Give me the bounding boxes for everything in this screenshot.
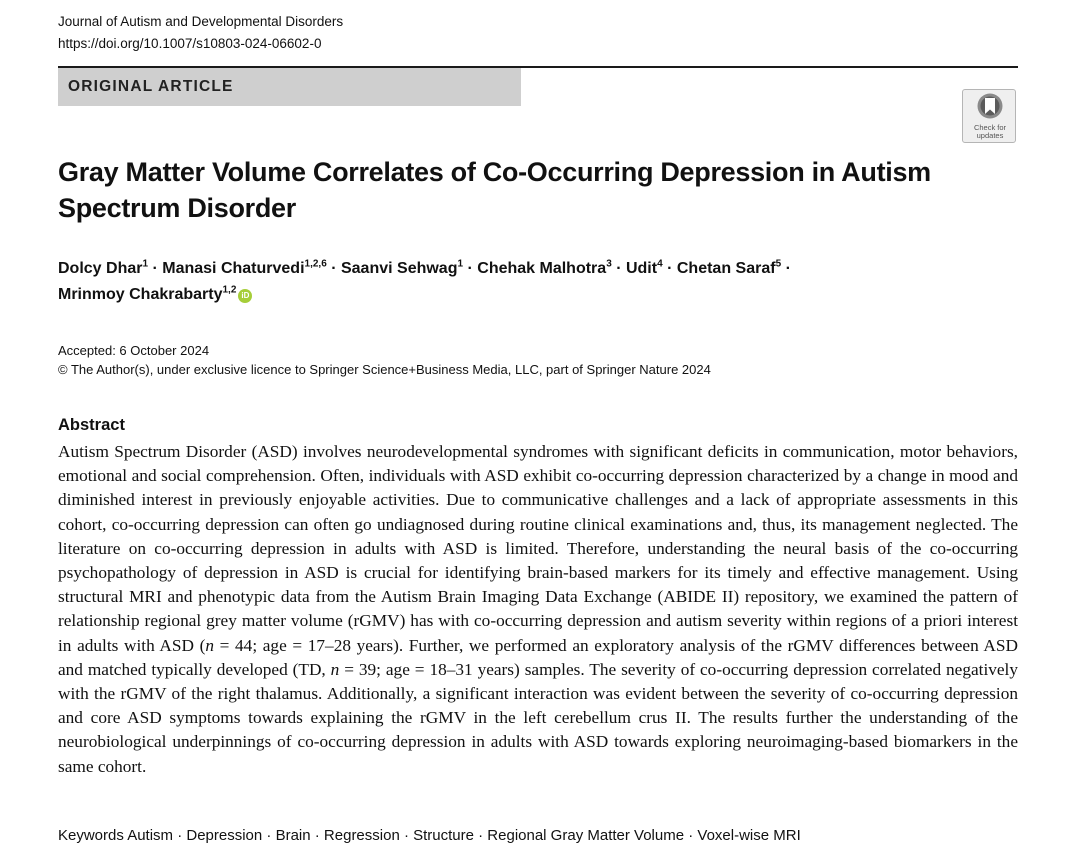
orcid-icon[interactable]: iD: [238, 289, 252, 303]
affiliation-mark: 1,2,6: [304, 258, 327, 270]
affiliation-mark: 5: [775, 258, 782, 270]
article-type-label: ORIGINAL ARTICLE: [68, 78, 234, 95]
author-name[interactable]: Udit: [625, 260, 658, 277]
affiliation-mark: 1,2: [222, 284, 237, 296]
author-name[interactable]: Dolcy Dhar: [58, 260, 143, 277]
author-list: Dolcy Dhar$^1$ · Manasi Chaturvedi$^{1,2,6}$ · Saanvi Sehwag$^1$ · Chehak Malhotra$^3$ · Udit$^4$ · Chetan Saraf$^5$ · Mrinmoy Chakrabarty$^{1,2}$ iD: [58, 258, 791, 303]
abstract-body: Autism Spectrum Disorder (ASD) involves neurodevelopmental syndromes with significant deficits in communication, motor behaviors, emotional and social comprehension. Often, individuals with ASD exhibit co-occurring depression characterized by a change in mood and diminished interest in previously enjoyable activities. Due to communicative challenges and a lack of appropriate assessments in this cohort, co-occurring depression can often go undiagnosed during routine clinical examinations and, thus, its management neglected. The literature on co-occurring depression in adults with ASD is limited. Therefore, understanding the neural basis of the co-occurring psychopathology of depression in ASD is crucial for identifying brain-based markers for its timely and effective management. Using structural MRI and phenotypic data from the Autism Brain Imaging Data Exchange (ABIDE II) repository, we examined the pattern of relationship regional grey matter volume (rGMV) has with co-occurring depression and autism severity within regions of a priori interest in adults with ASD (n = 44; age = 17–28 years). Further, we performed an exploratory analysis of the rGMV differences between ASD and matched typically developed (TD, n = 39; age = 18–31 years) samples. The severity of co-occurring depression correlated negatively with the rGMV of the right thalamus. Additionally, a significant interaction was evident between the severity of co-occurring depression and core ASD symptoms towards explaining the rGMV in the left cerebellum crus II. The results further the understanding of the neurobiological underpinnings of co-occurring depression in adults with ASD towards exploring neuroimaging-based biomarkers in the same cohort.: [58, 442, 1018, 776]
bookmark-icon: [976, 92, 1004, 124]
affiliation-mark: 4: [657, 258, 663, 270]
keywords-line: Keywords Autism · Depression · Brain · Regression · Structure · Regional Gray Matter Volume · Voxel-wise MRI: [58, 827, 801, 844]
article-title: Gray Matter Volume Correlates of Co-Occurring Depression in Autism Spectrum Disorder: [58, 157, 931, 223]
affiliation-mark: 1: [457, 258, 464, 270]
abstract-heading: Abstract: [58, 416, 125, 434]
author-name[interactable]: Chehak Malhotra: [477, 260, 607, 277]
doi-link[interactable]: https://doi.org/10.1007/s10803-024-06602-0: [58, 36, 322, 51]
accepted-date: Accepted: 6 October 2024: [58, 343, 210, 358]
affiliation-mark: 1: [142, 258, 149, 270]
check-for-updates-badge[interactable]: [962, 89, 1016, 143]
author-name[interactable]: Manasi Chaturvedi: [162, 260, 305, 277]
article-type-banner: [58, 68, 521, 106]
affiliation-mark: 3: [606, 258, 612, 270]
check-for-updates-label: Check for updates: [973, 123, 1007, 140]
journal-name: Journal of Autism and Developmental Disorders: [58, 14, 344, 29]
author-name[interactable]: Mrinmoy Chakrabarty: [58, 286, 223, 303]
publication-dates: [58, 341, 711, 379]
copyright-notice: © The Author(s), under exclusive licence to Springer Science+Business Media, LLC, part of Springer Nature 2024: [58, 362, 711, 377]
author-name[interactable]: Saanvi Sehwag: [340, 260, 458, 277]
author-name[interactable]: Chetan Saraf: [676, 260, 776, 277]
